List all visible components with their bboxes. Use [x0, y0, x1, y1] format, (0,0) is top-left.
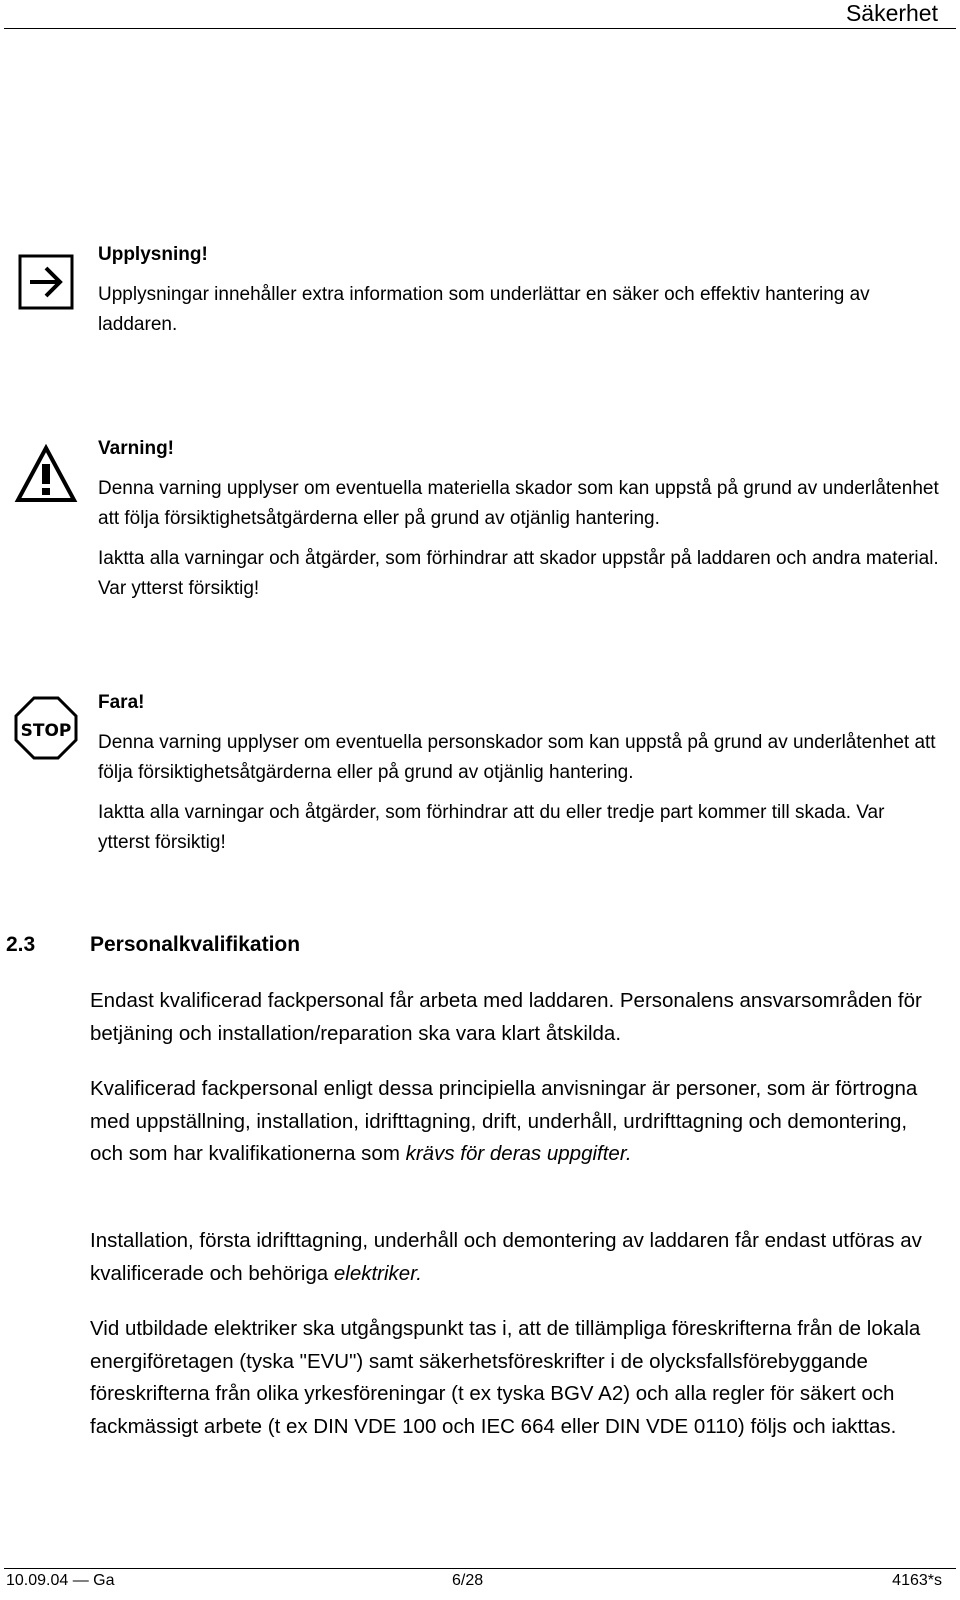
footer-page-number: 6/28: [452, 1572, 484, 1589]
page-header: [0, 0, 960, 30]
stop-sign-label: STOP: [20, 721, 72, 741]
footer-doc-id: 4163*s: [892, 1572, 942, 1589]
warning-title: Varning!: [98, 438, 175, 459]
section-heading: [6, 930, 300, 960]
stop-sign-icon: [14, 696, 78, 760]
section-title: Personalkvalifikation: [90, 933, 301, 956]
warning-notice-text: [98, 434, 940, 604]
header-rule: [4, 28, 956, 29]
body-paragraph-4: [90, 1313, 942, 1443]
body-paragraph-3-italic: elektriker.: [333, 1261, 422, 1285]
body-paragraph-2: [90, 1073, 942, 1171]
info-title: Upplysning!: [98, 244, 208, 265]
body-paragraph-2-italic: krävs för deras uppgifter.: [405, 1142, 632, 1165]
warning-body-1: Denna varning upplyser om eventuella materiella skador som kan uppstå på grund av underlåtenhet att följa försiktighetsåtgärderna eller på grund av otjänlig hantering.: [98, 478, 939, 529]
danger-body-1: Denna varning upplyser om eventuella personskador som kan uppstå på grund av underlåtenhet att följa försiktighetsåtgärderna eller på grund av otjänlig hantering.: [98, 732, 936, 783]
danger-notice-text: [98, 688, 940, 858]
info-body: Upplysningar innehåller extra information som underlättar en säker och effektiv hantering av laddaren.: [98, 284, 870, 335]
danger-title: Fara!: [98, 692, 145, 713]
footer-rule: [4, 1568, 956, 1569]
body-paragraph-2-text: Kvalificerad fackpersonal enligt dessa principiella anvisningar är personer, som är förtrogna med uppställning, installation, idrifttagning, drift, underhåll, urdrifttagning och demontering, och som har kvalifikationerna som: [90, 1077, 918, 1165]
body-paragraph-3: [90, 1225, 942, 1290]
footer-date: 10.09.04 — Ga: [6, 1572, 115, 1589]
header-title: Säkerhet: [845, 0, 938, 26]
body-paragraph-4-text: Vid utbildade elektriker ska utgångspunkt tas i, att de tillämpliga föreskrifterna från de lokala energiföretagen (tyska "EVU") samt säkerhetsföreskrifter i de olycksfallsförebyggande föreskrifterna från olika yrkesföreningar (t ex tyska BGV A2) och alla regler för säkert och fackmässigt arbete (t ex DIN VDE 100 och IEC 664 eller DIN VDE 0110) följs och iakttas.: [90, 1317, 921, 1438]
danger-body-2: Iaktta alla varningar och åtgärder, som förhindrar att du eller tredje part kommer till skada. Var ytterst försiktig!: [98, 802, 885, 853]
warning-body-2: Iaktta alla varningar och åtgärder, som förhindrar att skador uppstår på laddaren och andra material. Var ytterst försiktig!: [98, 548, 939, 599]
info-notice-text: [98, 240, 940, 340]
page-footer: [0, 1560, 960, 1600]
body-paragraph-1-text: Endast kvalificerad fackpersonal får arbeta med laddaren. Personalens ansvarsområden för betjäning och installation/reparation ska vara klart åtskilda.: [90, 989, 922, 1045]
body-paragraph-1: [90, 985, 942, 1050]
section-number: 2.3: [6, 933, 36, 956]
arrow-right-icon: [18, 254, 74, 310]
body-paragraph-3-text: Installation, första idrifttagning, underhåll och demontering av laddaren får endast utföras av kvalificerade och behöriga: [90, 1229, 922, 1285]
warning-triangle-icon: [14, 444, 78, 504]
